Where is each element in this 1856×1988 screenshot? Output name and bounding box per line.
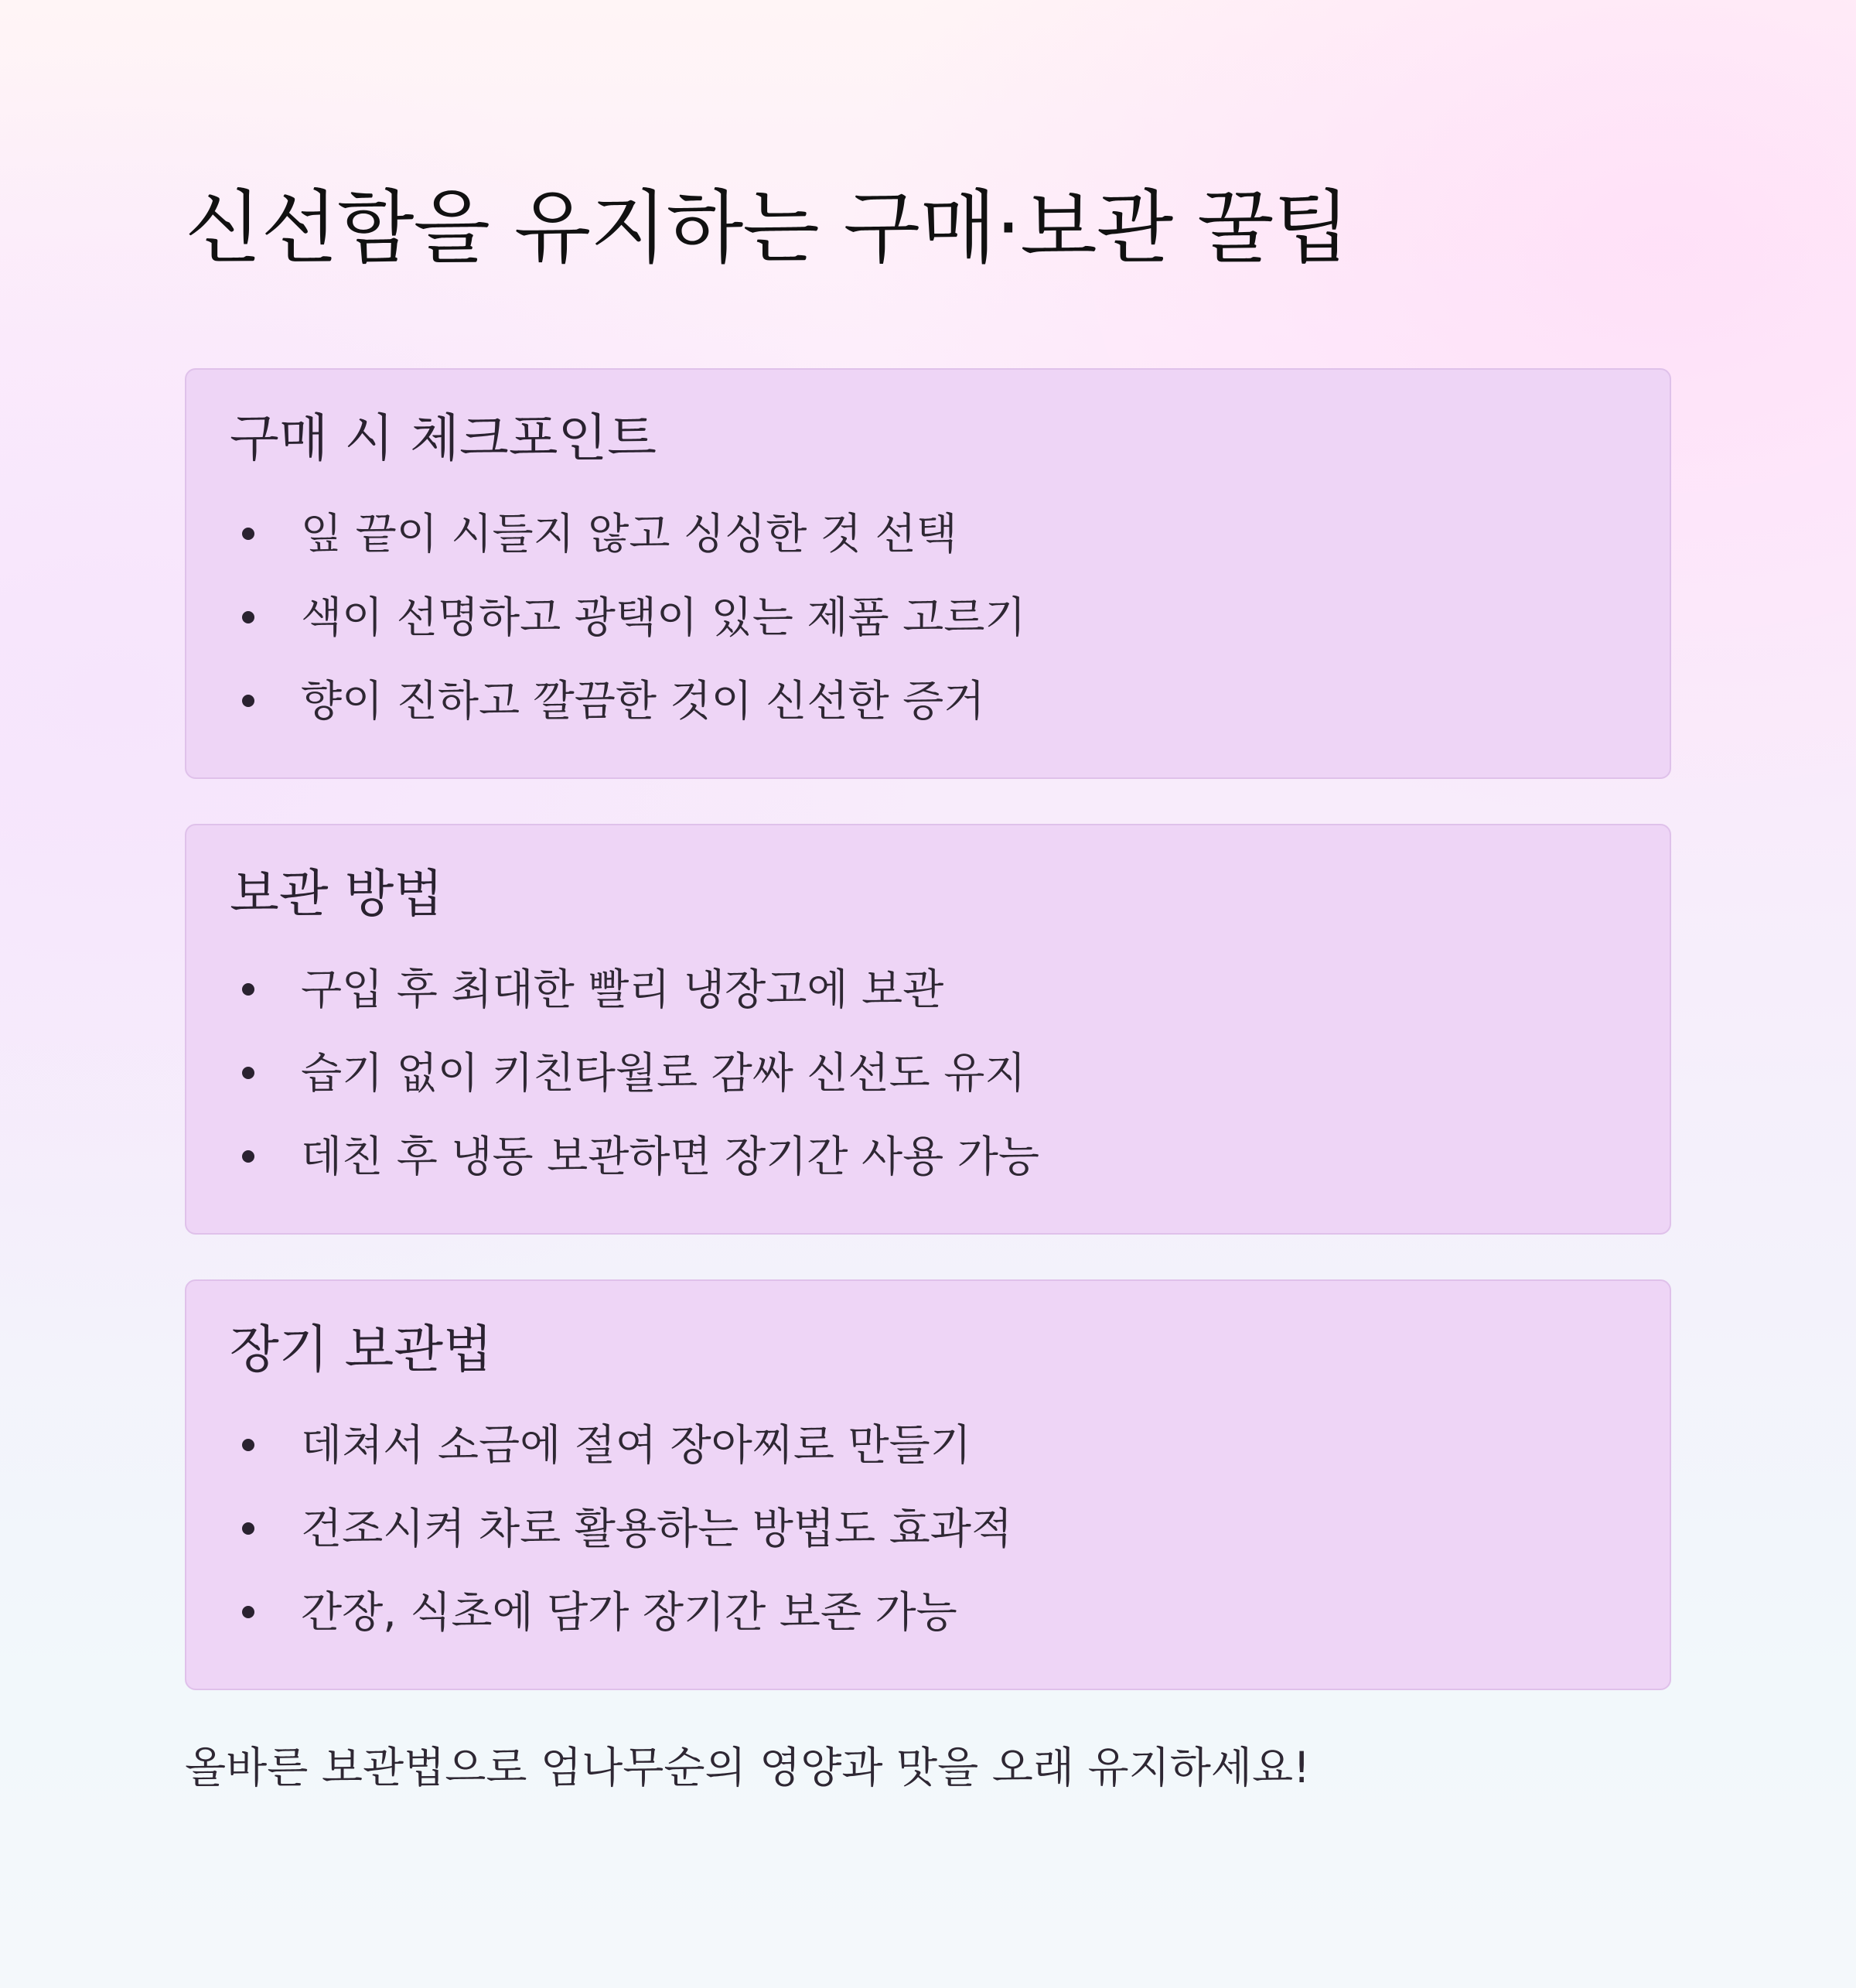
tip-text: 향이 진하고 깔끔한 것이 신선한 증거 [301, 676, 985, 726]
tip-list-item [230, 659, 1626, 743]
bullet-icon [242, 528, 254, 540]
tip-sections [185, 368, 1671, 1690]
section-heading: 보관 방법 [230, 864, 444, 924]
section-card-long-term-storage [185, 1279, 1671, 1690]
tips-page [185, 170, 1671, 1798]
tip-text: 색이 선명하고 광택이 있는 제품 고르기 [301, 593, 1026, 642]
tip-list-item [230, 1031, 1626, 1115]
bullet-icon [242, 1439, 254, 1451]
bullet-icon [242, 1606, 254, 1618]
tip-text: 잎 끝이 시들지 않고 싱싱한 것 선택 [301, 509, 957, 558]
tip-list [230, 948, 1626, 1198]
section-card-storage-methods [185, 824, 1671, 1235]
tip-list-item [230, 1570, 1626, 1654]
bullet-icon [242, 1067, 254, 1079]
tip-list [230, 1403, 1626, 1654]
bullet-icon [242, 983, 254, 996]
page-title: 신선함을 유지하는 구매·보관 꿀팁 [185, 182, 1349, 275]
tip-text: 데친 후 냉동 보관하면 장기간 사용 가능 [301, 1132, 1039, 1181]
bullet-icon [242, 1150, 254, 1163]
footer-note: 올바른 보관법으로 엄나무순의 영양과 맛을 오래 유지하세요! [185, 1743, 1311, 1792]
tip-text: 습기 없이 키친타월로 감싸 신선도 유지 [301, 1048, 1026, 1098]
tip-text: 구입 후 최대한 빨리 냉장고에 보관 [301, 965, 944, 1014]
tip-text: 간장, 식초에 담가 장기간 보존 가능 [301, 1587, 957, 1637]
tip-list-item [230, 1487, 1626, 1570]
section-heading: 장기 보관법 [230, 1320, 493, 1379]
tip-list-item [230, 1115, 1626, 1198]
bullet-icon [242, 1522, 254, 1535]
tip-list [230, 492, 1626, 743]
tip-list-item [230, 576, 1626, 659]
tip-text: 데쳐서 소금에 절여 장아찌로 만들기 [301, 1420, 971, 1470]
section-heading: 구매 시 체크포인트 [230, 408, 657, 468]
tip-list-item [230, 948, 1626, 1031]
tip-list-item [230, 492, 1626, 576]
section-card-purchase-checkpoints [185, 368, 1671, 779]
tip-text: 건조시켜 차로 활용하는 방법도 효과적 [301, 1504, 1013, 1553]
tip-list-item [230, 1403, 1626, 1487]
bullet-icon [242, 695, 254, 707]
bullet-icon [242, 611, 254, 623]
